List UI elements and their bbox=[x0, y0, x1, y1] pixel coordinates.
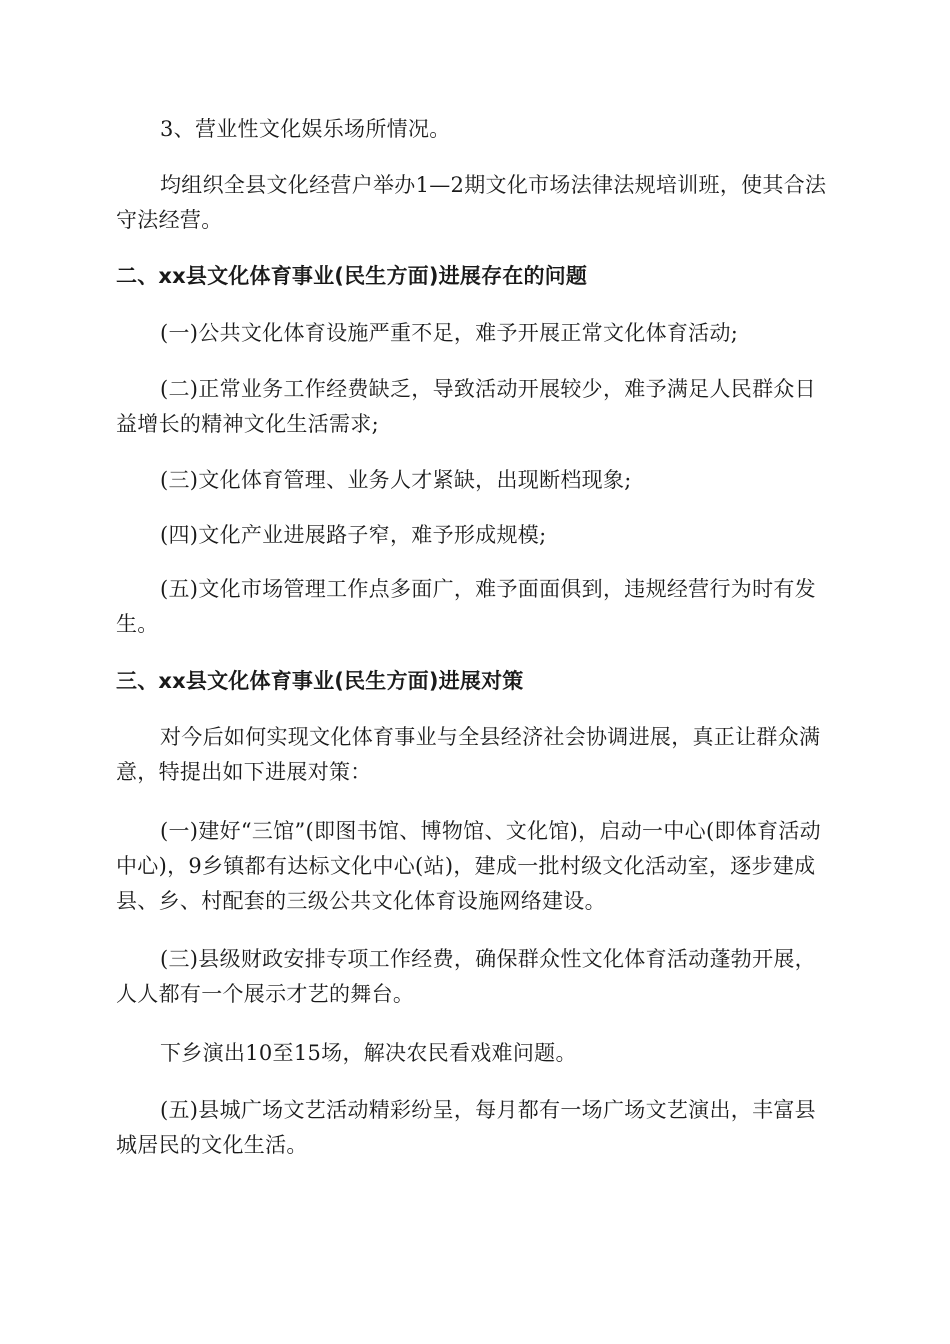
paragraph-problem-3: (三)文化体育管理、业务人才紧缺，出现断档现象; bbox=[160, 468, 632, 492]
paragraph-problem-1: (一)公共文化体育设施严重不足，难予开展正常文化体育活动; bbox=[160, 321, 739, 345]
paragraph-rural-shows: 下乡演出10至15场，解决农民看戏难问题。 bbox=[160, 1041, 577, 1065]
paragraph-measure-3: (三)县级财政安排专项工作经费，确保群众性文化体育活动蓬勃开展，人人都有一个展示才艺的舞台。 bbox=[116, 947, 816, 1006]
paragraph-problem-5: (五)文化市场管理工作点多面广，难予面面俱到，违规经营行为时有发生。 bbox=[116, 577, 816, 636]
paragraph-problem-2: (二)正常业务工作经费缺乏，导致活动开展较少，难予满足人民群众日益增长的精神文化生活需求; bbox=[116, 377, 816, 436]
paragraph-problem-4: (四)文化产业进展路子窄，难予形成规模; bbox=[160, 523, 547, 547]
paragraph-countermeasures-intro: 对今后如何实现文化体育事业与全县经济社会协调进展，真正让群众满意，特提出如下进展对策： bbox=[116, 725, 821, 784]
paragraph-training: 均组织全县文化经营户举办1—2期文化市场法律法规培训班，使其合法守法经营。 bbox=[116, 173, 827, 232]
paragraph-business-venues: 3、营业性文化娱乐场所情况。 bbox=[160, 117, 451, 141]
paragraph-measure-1: (一)建好“三馆”(即图书馆、博物馆、文化馆)，启动一中心(即体育活动中心)，9乡镇都有达标文化中心(站)，建成一批村级文化活动室，逐步建成县、乡、村配套的三级公共文化体育设施网络建设。 bbox=[116, 819, 821, 913]
paragraph-measure-5: (五)县城广场文艺活动精彩纷呈，每月都有一场广场文艺演出，丰富县城居民的文化生活。 bbox=[116, 1098, 816, 1157]
section-heading-problems: 二、xx县文化体育事业(民生方面)进展存在的问题 bbox=[116, 264, 588, 288]
section-heading-countermeasures: 三、xx县文化体育事业(民生方面)进展对策 bbox=[116, 669, 524, 693]
